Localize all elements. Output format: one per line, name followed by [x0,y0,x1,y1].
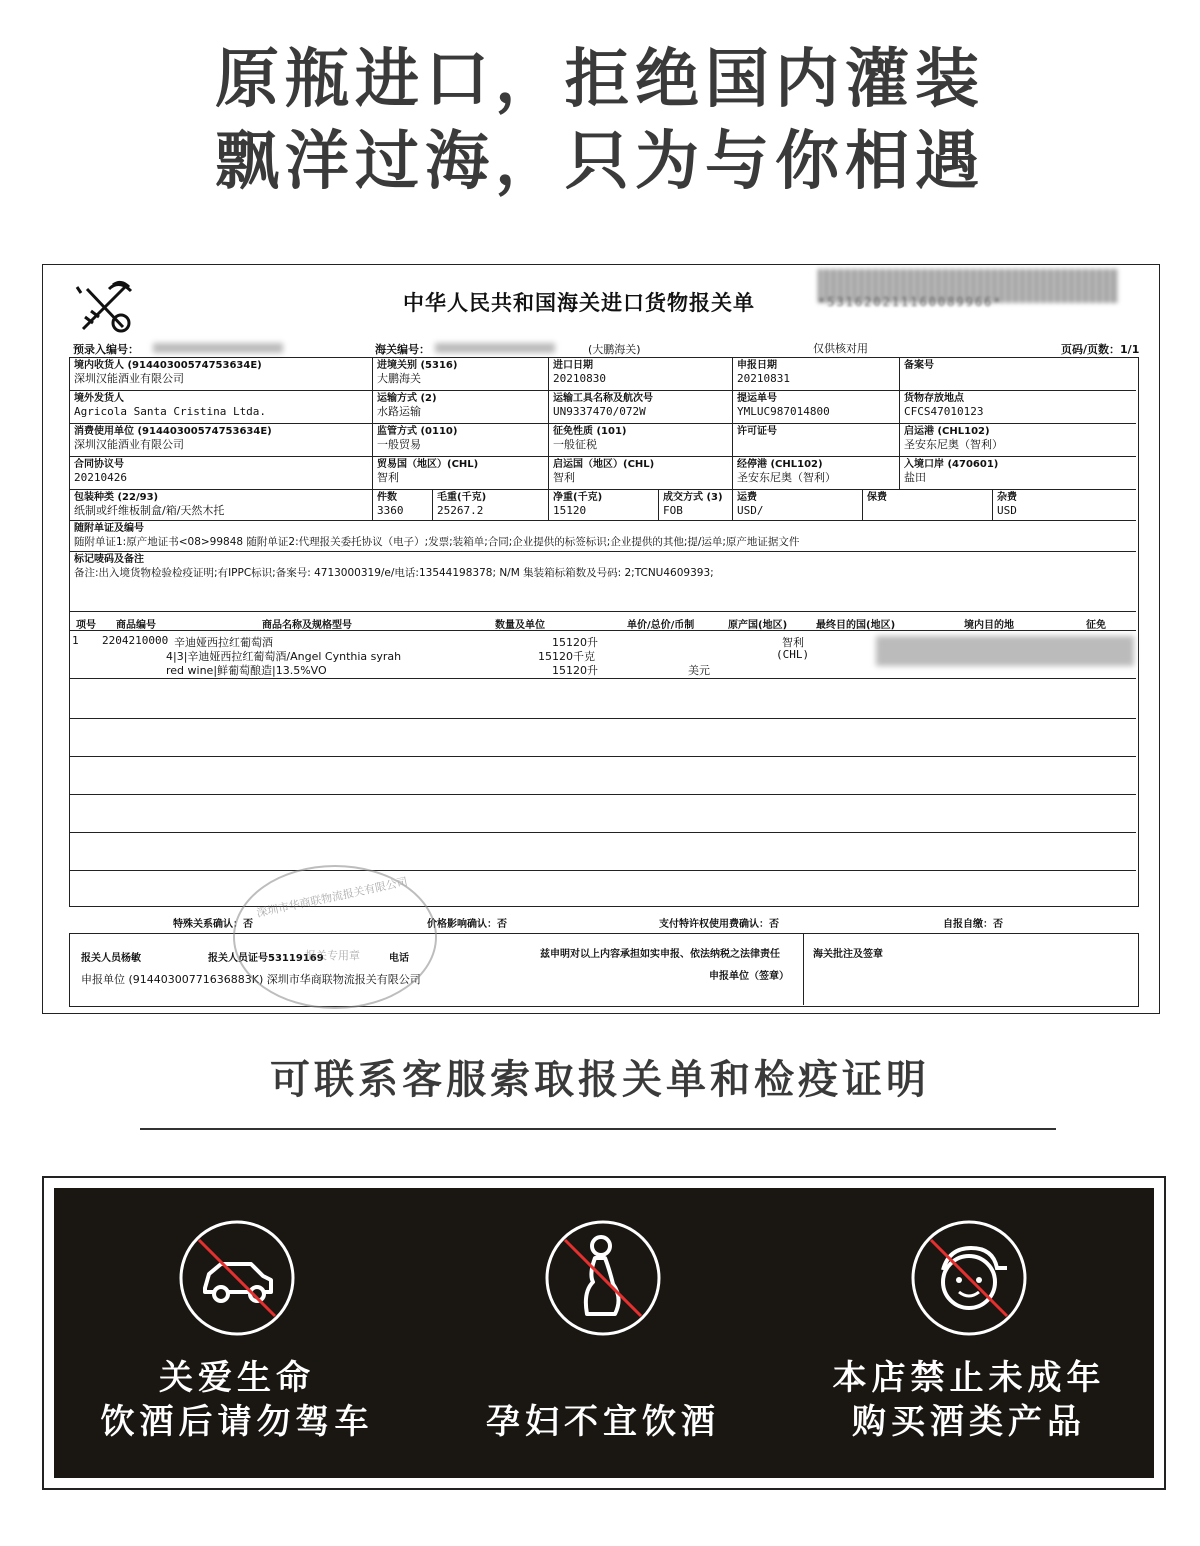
item-qty-2: 15120千克 [538,650,595,663]
no-pregnant-icon [543,1218,663,1338]
item-qty-3: 15120升 [552,664,598,677]
gross-weight-cell: 毛重(千克) 25267.2 [433,490,549,521]
warning-no-minor [786,1188,1152,1478]
barcode-number: *531620211160089966* [818,295,1003,309]
customs-declaration-document [42,264,1160,1014]
record-cell: 备案号 [900,358,1136,391]
misc-cell: 杂费 USD [993,490,1136,521]
origin-country-cell: 启运国（地区）(CHL) 智利 [549,457,733,490]
page-count: 页码/页数：1/1 [1061,343,1140,356]
verify-only-note: 仅供核对用 [813,342,868,355]
col-origin: 原产国(地区) [728,620,788,631]
item-origin-code: (CHL) [776,648,810,661]
contact-service-notice: 可联系客服索取报关单和检疫证明 [270,1057,930,1103]
transport-cell: 运输方式 (2) 水路运输 [373,391,549,424]
declaration-grid [69,357,1139,907]
pieces-cell: 件数 3360 [373,490,433,521]
transit-port-cell: 经停港 (CHL102) 圣安东尼奥（智利） [733,457,900,490]
depart-port-cell: 启运港 (CHL102) 圣安东尼奥（智利） [900,424,1136,457]
divider [140,1128,1056,1130]
declaration-statement: 兹申明对以上内容承担如实申报、依法纳税之法律责任 [540,949,780,960]
warning-panel [42,1176,1166,1490]
price-influence-confirm: 价格影响确认：否 [427,919,507,930]
headline-line-2: 飘洋过海，只为与你相遇 [215,124,985,199]
warning-2-line-1: 孕妇不宜饮酒 [486,1402,720,1442]
col-quantity: 数量及单位 [495,620,545,631]
document-title: 中华人民共和国海关进口货物报关单 [403,291,755,315]
item-name: 辛迪娅西拉红葡萄酒 [174,636,273,649]
col-hs-code: 商品编号 [116,620,156,631]
warning-3-line-2: 购买酒类产品 [852,1402,1086,1442]
shipper-cell: 境外发货人 Agricola Santa Cristina Ltda. [70,391,373,424]
supervision-cell: 监管方式 (0110) 一般贸易 [373,424,549,457]
user-unit-cell: 消费使用单位 (91440300574753634E) 深圳汉能酒业有限公司 [70,424,373,457]
vessel-cell: 运输工具名称及航次号 UN9337470/072W [549,391,733,424]
warning-no-pregnant [420,1188,786,1478]
license-cell: 许可证号 [733,424,900,457]
customs-emblem-icon [73,279,139,337]
col-destination-country: 最终目的国(地区) [816,620,896,631]
col-item-no: 项号 [76,620,96,631]
customs-number-redacted [435,343,555,353]
royalty-confirm: 支付特许权使用费确认：否 [659,919,779,930]
preentry-label: 预录入编号： [73,343,139,356]
consignee-cell: 境内收货人 (91440300574753634E) 深圳汉能酒业有限公司 [70,358,373,391]
item-qty-1: 15120升 [552,636,598,649]
levy-cell: 征免性质 (101) 一般征税 [549,424,733,457]
phone-label: 电话 [389,953,409,964]
warning-no-drive [54,1188,420,1478]
item-origin: 智利 [782,636,804,649]
special-relation-confirm: 特殊关系确认：否 [173,919,253,930]
entry-place-cell: 入境口岸 (470601) 盐田 [900,457,1136,490]
col-domestic-destination: 境内目的地 [964,620,1014,631]
self-pay-confirm: 自报自缴：否 [943,919,1003,930]
destination-redacted [876,636,1134,666]
warning-1-line-1: 关爱生命 [159,1358,315,1398]
import-date-cell: 进口日期 20210830 [549,358,733,391]
col-price: 单价/总价/币制 [627,620,695,631]
storage-cell: 货物存放地点 CFCS47010123 [900,391,1136,424]
trade-country-cell: 贸易国（地区）(CHL) 智利 [373,457,549,490]
declaring-unit-sign: 申报单位（签章） [709,971,789,982]
declarant-cert: 报关人员证号53119169 [208,953,324,964]
item-no: 1 [72,634,79,647]
bl-cell: 提运单号 YMLUC987014800 [733,391,900,424]
no-drive-icon [177,1218,297,1338]
preentry-number-redacted [153,343,283,353]
marks-cell: 标记唛码及备注 备注:出入境货物检验检疫证明;有IPPC标识;备案号: 4713000319/e/电话:13544198378; N/M 集装箱标箱数及号码: 2;TCNU4609393; [70,552,1136,612]
documents-cell: 随附单证及编号 随附单证1:原产地证书<08>99848 随附单证2:代理报关委托协议（电子）;发票;装箱单;合同;企业提供的标签标识;企业提供的其他;提/运单;原产地证据文件 [70,521,1136,552]
declare-date-cell: 申报日期 20210831 [733,358,900,391]
package-cell: 包装种类 (22/93) 纸制或纤维板制盒/箱/天然木托 [70,490,373,521]
headline-line-1: 原瓶进口，拒绝国内灌装 [215,42,985,117]
declarant-name: 报关人员杨敏 [81,953,141,964]
freight-cell: 运费 USD/ [733,490,863,521]
entry-port-cell: 进境关别 (5316) 大鹏海关 [373,358,549,391]
terms-cell: 成交方式 (3) FOB [659,490,733,521]
net-weight-cell: 净重(千克) 15120 [549,490,659,521]
col-goods-name: 商品名称及规格型号 [262,620,352,631]
declaring-unit: 申报单位 (91440300771636883K) 深圳市华商联物流报关有限公司 [81,973,421,986]
item-spec-2: red wine|鲜葡萄酿造|13.5%VO [166,664,327,677]
warning-3-line-1: 本店禁止未成年 [832,1358,1106,1398]
customs-remark-label: 海关批注及签章 [813,949,883,960]
company-seal-stamp: 深圳市华商联物流报关有限公司 报关专用章 [233,865,437,1009]
customs-office: (大鹏海关) [588,343,641,356]
item-header-line [70,630,1136,631]
customs-no-label: 海关编号： [375,343,430,356]
warning-1-line-2: 饮酒后请勿驾车 [100,1402,374,1442]
item-hs-code: 2204210000 [102,634,169,647]
contract-cell: 合同协议号 20210426 [70,457,373,490]
no-minor-icon [909,1218,1029,1338]
insurance-cell: 保费 [863,490,993,521]
col-levy: 征免 [1086,620,1106,631]
item-spec-1: 4|3|辛迪娅西拉红葡萄酒/Angel Cynthia syrah [166,650,402,663]
item-currency: 美元 [688,664,710,677]
